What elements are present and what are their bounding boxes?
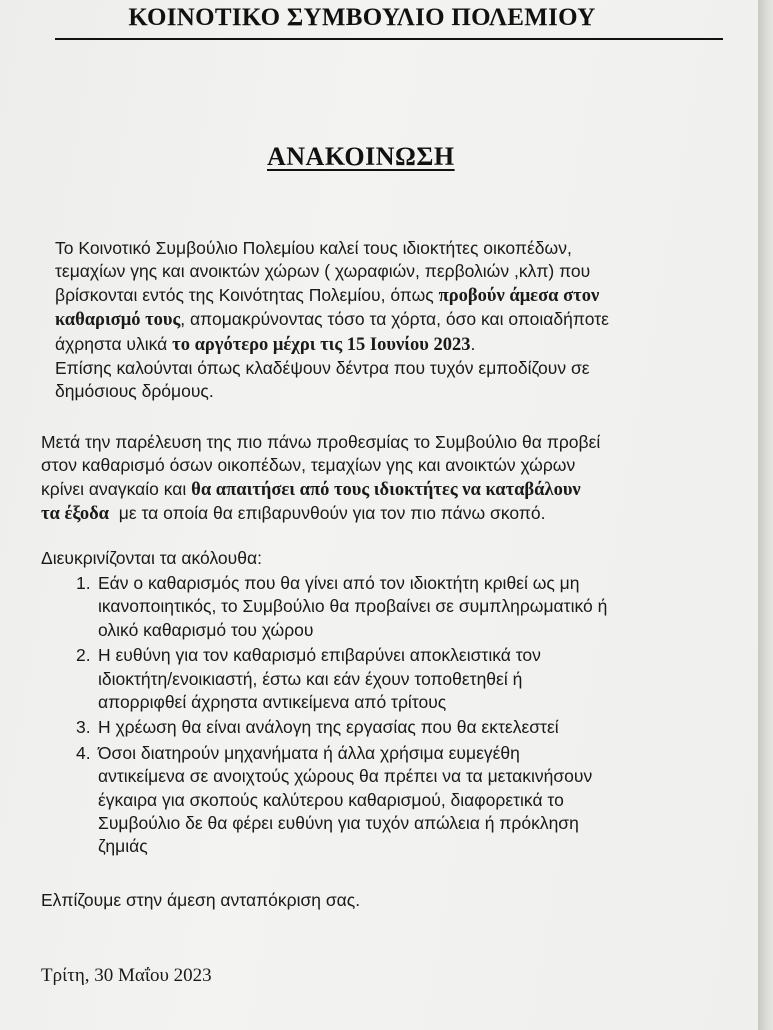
list-line: Όσοι διατηρούν μηχανήματα ή άλλα χρήσιμα ευμεγέθη <box>98 742 520 763</box>
list-line: Εάν ο καθαρισμός που θα γίνει από τον ιδιοκτήτη κριθεί ως μη <box>98 573 580 593</box>
paragraph-line: δημόσιους δρόμους. <box>55 381 214 402</box>
paragraph-text: άχρηστα υλικά <box>55 333 173 354</box>
list-line: έγκαιρα για σκοπούς καλύτερου καθαρισμού, διαφορετικά το <box>98 789 564 810</box>
list-line: ιδιοκτήτη/ενοικιαστή, έστω και εάν έχουν τοποθετηθεί ή <box>98 668 523 689</box>
paragraph-line <box>55 333 609 357</box>
list-item <box>76 644 607 714</box>
list-line: Συμβούλιο δε θα φέρει ευθύνη για τυχόν απώλεια ή πρόκληση <box>98 813 579 834</box>
paragraph-text: βρίσκονται εντός της Κοινότητας Πολεμίου, όπως <box>55 284 439 305</box>
paragraph-line <box>41 478 600 502</box>
date-line: Τρίτη, 30 Μαΐου 2023 <box>41 965 212 986</box>
council-header: ΚΟΙΝΟΤΙΚΟ ΣΥΜΒΟΥΛΙΟ ΠΟΛΕΜΙΟΥ <box>128 4 596 31</box>
bold-text: τα έξοδα <box>41 504 110 525</box>
list-item <box>76 742 607 859</box>
paragraph-1 <box>55 237 609 404</box>
list-line: Η χρέωση θα είναι ανάλογη της εργασίας που θα εκτελεστεί <box>98 717 559 738</box>
deadline-text: το αργότερο μέχρι τις 15 Ιουνίου 2023 <box>172 334 471 355</box>
closing-line: Ελπίζουμε στην άμεση ανταπόκριση σας. <box>41 890 361 910</box>
list-item <box>76 716 607 739</box>
list-line: απορριφθεί άχρηστα αντικείμενα από τρίτους <box>98 692 447 713</box>
paragraph-line: στον καθαρισμό όσων οικοπέδων, τεμαχίων γης και ανοικτών χώρων <box>41 455 576 476</box>
bold-text: θα απαιτήσει από τους ιδιοκτήτες να καταβάλουν <box>191 479 581 500</box>
clarify-intro: Διευκρινίζονται τα ακόλουθα: <box>41 548 262 568</box>
paragraph-line: τεμαχίων γης και ανοικτών χώρων ( χωραφιών, περβολιών ,κλπ) που <box>55 261 591 282</box>
list-number: 4. <box>76 742 91 763</box>
list-item <box>76 572 607 642</box>
paragraph-line <box>55 308 609 332</box>
paragraph-text: με τα οποία θα επιβαρυνθούν για τον πιο πάνω σκοπό. <box>109 503 546 524</box>
list-line: ικανοποιητικός, το Συμβούλιο θα προβαίνει σε συμπληρωματικό ή <box>98 596 608 617</box>
paragraph-text: κρίνει αναγκαίο και <box>41 478 192 499</box>
paragraph-2 <box>41 431 600 527</box>
paragraph-line: Επίσης καλούνται όπως κλαδέψουν δέντρα που τυχόν εμποδίζουν σε <box>55 358 590 379</box>
list-number: 2. <box>76 645 91 666</box>
paragraph-line: Μετά την παρέλευση της πιο πάνω προθεσμίας το Συμβούλιο θα προβεί <box>41 432 601 452</box>
paragraph-line <box>41 502 600 526</box>
paragraph-text: . <box>470 333 476 354</box>
paragraph-text: , απομακρύνοντας τόσο τα χόρτα, όσο και οποιαδήποτε <box>180 309 609 330</box>
list-line: αντικείμενα σε ανοιχτούς χώρους θα πρέπει να τα μετακινήσουν <box>98 766 593 787</box>
list-number: 3. <box>76 717 91 738</box>
paragraph-line <box>55 284 609 308</box>
clarifications-list <box>76 572 607 859</box>
paper-edge <box>758 0 773 1030</box>
list-line: Η ευθύνη για τον καθαρισμό επιβαρύνει αποκλειστικά τον <box>98 645 541 666</box>
header-divider <box>55 38 723 40</box>
list-line: ζημιάς <box>98 836 148 857</box>
list-number: 1. <box>76 573 91 593</box>
announcement-title: ΑΝΑΚΟΙΝΩΣΗ <box>267 142 455 171</box>
list-line: ολικό καθαρισμό του χώρου <box>98 619 314 640</box>
bold-text: προβούν άμεσα στον <box>438 285 600 306</box>
paragraph-line: Το Κοινοτικό Συμβούλιο Πολεμίου καλεί τους ιδιοκτήτες οικοπέδων, <box>55 238 572 258</box>
bold-text: καθαρισμό τους <box>55 310 181 331</box>
